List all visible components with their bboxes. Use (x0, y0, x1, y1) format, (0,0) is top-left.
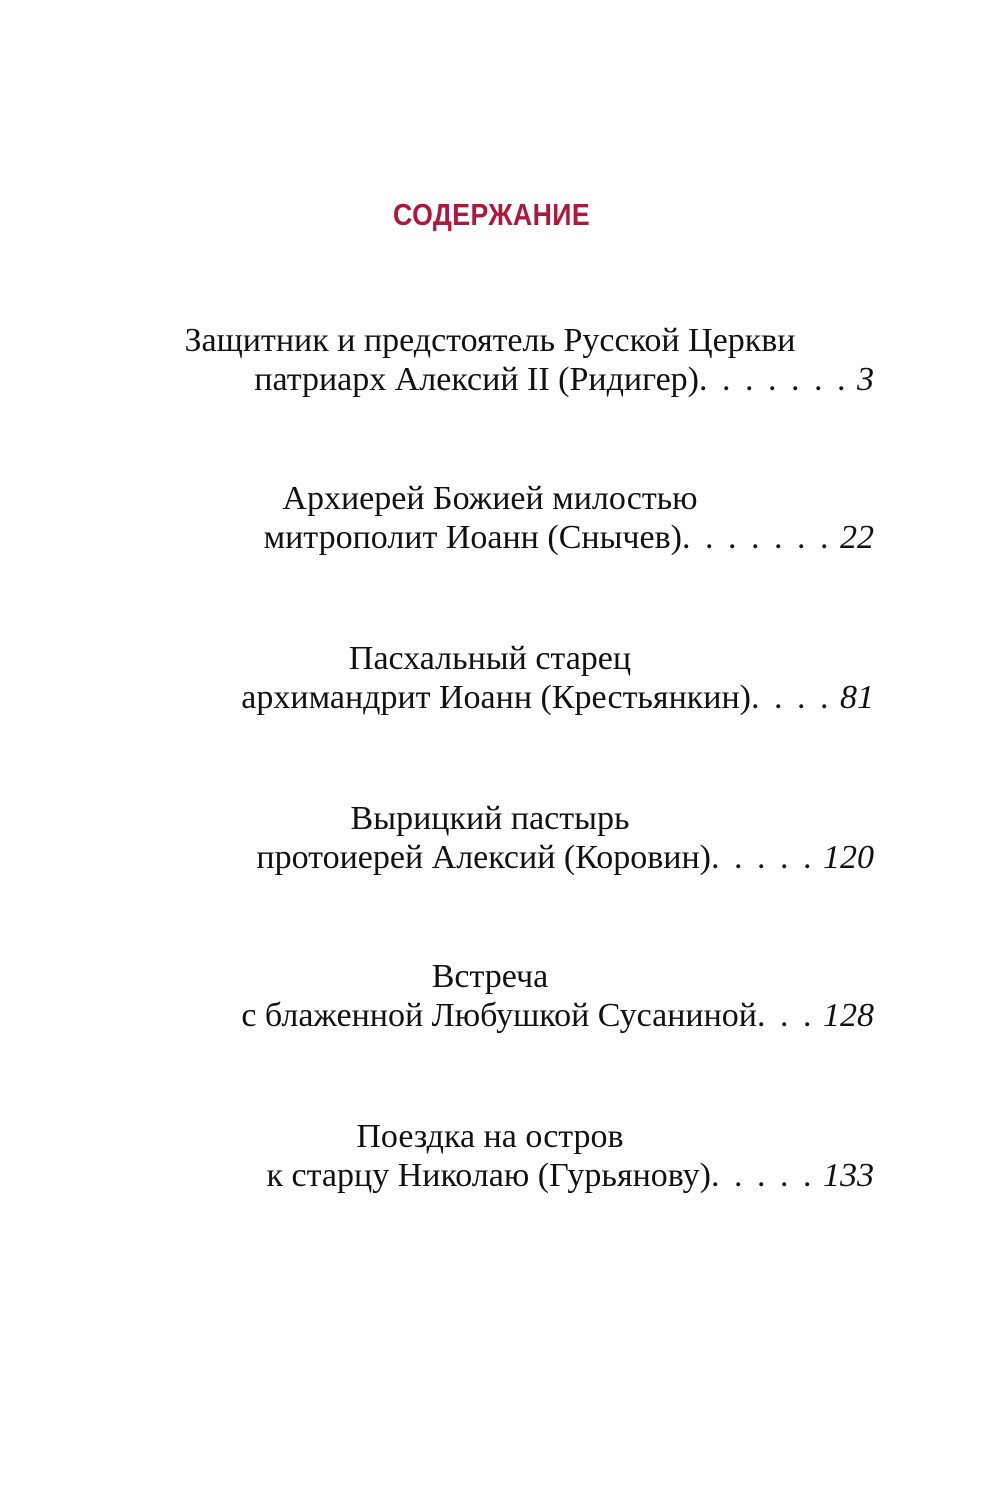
toc-leader-dots: . . . . . (711, 1157, 815, 1194)
toc-entry-title: Пасхальный старец (348, 640, 632, 677)
toc-page-number: 81 (840, 679, 874, 716)
toc-page-number: 22 (840, 519, 874, 556)
toc-page-number: 133 (823, 1157, 874, 1194)
toc-entry-title: Защитник и предстоятель Русской Церкви (184, 322, 796, 359)
toc-leader-dots: . . . . . . . (699, 361, 849, 398)
toc-entry-title: Встреча (431, 958, 549, 995)
toc-entry-subtitle: с блаженной Любушкой Сусаниной (241, 997, 757, 1034)
toc-leader-dots: . . . (757, 997, 815, 1034)
toc-entry-subtitle-row (241, 997, 874, 1035)
toc-leader-dots: . . . . . . . (682, 519, 832, 556)
toc-leader-dots: . . . . (751, 679, 832, 716)
toc-entry-subtitle: к старцу Николаю (Гурьянову) (266, 1157, 711, 1194)
toc-page-number: 120 (823, 839, 874, 876)
toc-entry-subtitle-row (267, 1157, 874, 1195)
toc-entry-title: Архиерей Божией милостью (282, 480, 698, 517)
toc-entry-subtitle: архимандрит Иоанн (Крестьянкин) (241, 679, 751, 716)
toc-heading: СОДЕРЖАНИЕ (393, 197, 591, 232)
toc-entry-subtitle-row (256, 839, 874, 877)
toc-entry-subtitle-row (254, 361, 874, 399)
toc-entry-subtitle: митрополит Иоанн (Снычев) (263, 519, 682, 556)
toc-entry-title: Поездка на остров (356, 1118, 624, 1155)
toc-entry-subtitle-row (264, 519, 874, 557)
toc-entry-subtitle: патриарх Алексий II (Ридигер) (254, 361, 699, 398)
toc-leader-dots: . . . . . (711, 839, 815, 876)
toc-entry-title: Вырицкий пастырь (350, 800, 630, 837)
toc-entry-subtitle: протоиерей Алексий (Коровин) (256, 839, 711, 876)
toc-page-number: 128 (823, 997, 874, 1034)
toc-entry-subtitle-row (241, 679, 874, 717)
toc-page-number: 3 (857, 361, 874, 398)
